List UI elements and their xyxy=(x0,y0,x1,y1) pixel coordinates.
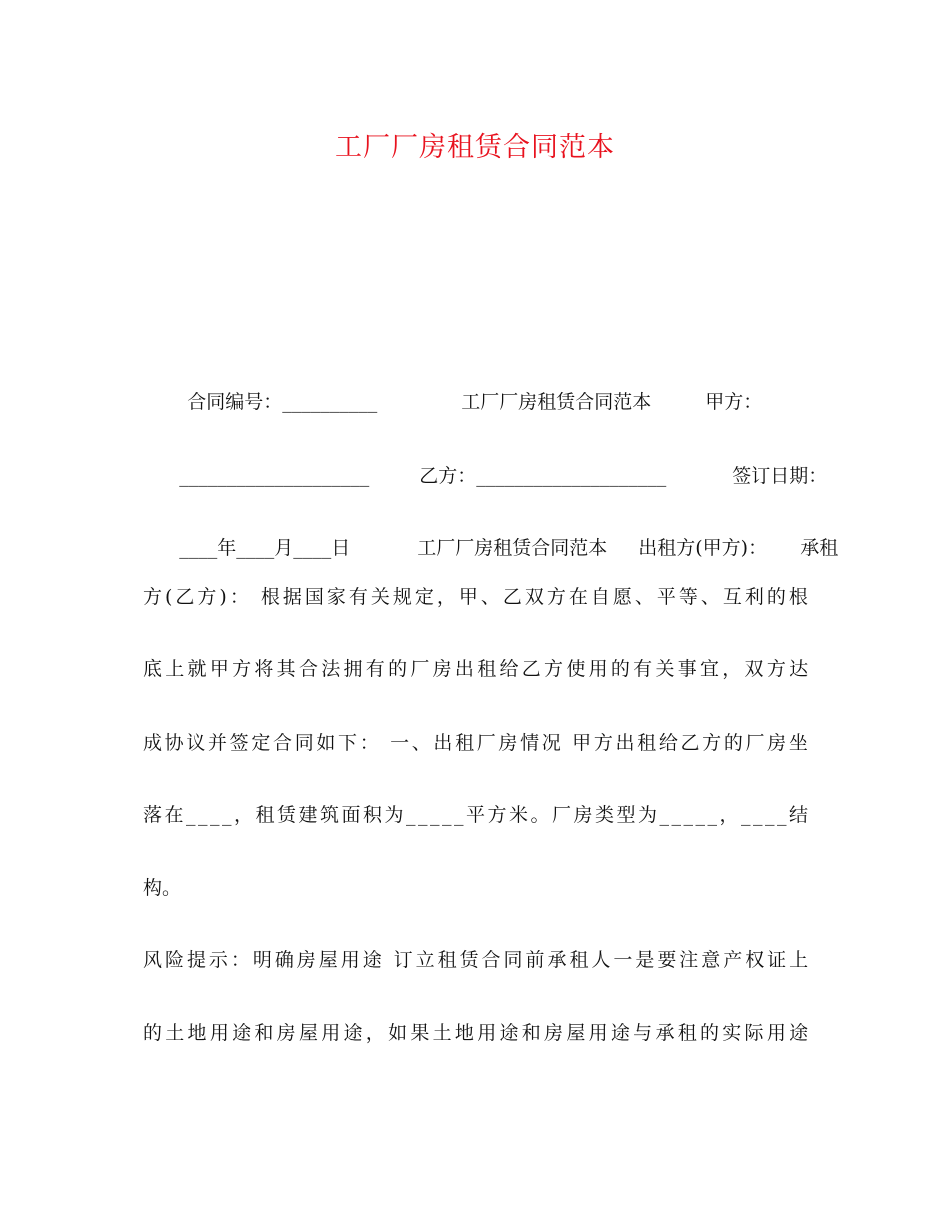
party-a-blank-wrap xyxy=(143,440,369,512)
lessor-label: 出租方(甲方)： xyxy=(638,537,768,559)
contract-header-line xyxy=(151,366,377,438)
lessor-wrap xyxy=(602,512,767,584)
lessee-start: 承租 xyxy=(800,537,839,559)
risk-notice-text: 风险提示：明确房屋用途 订立租赁合同前承租人一是要注意产权证上 xyxy=(143,949,812,971)
document-title: 工厂厂房租赁合同范本 xyxy=(335,132,615,163)
body-line-text: 构。 xyxy=(143,877,182,899)
body-line xyxy=(143,803,811,827)
repeat-title-2-wrap xyxy=(381,512,607,584)
body-line-text: 方(乙方)： 根据国家有关规定，甲、乙双方在自愿、平等、互利的根 xyxy=(143,586,811,608)
party-b-wrap xyxy=(383,440,666,512)
body-line-text: 落在____，租赁建筑面积为_____平方米。厂房类型为_____，____结 xyxy=(143,804,811,826)
party-b-label: 乙方： xyxy=(419,465,477,487)
body-line xyxy=(143,585,811,609)
sign-date-label: 签订日期： xyxy=(732,465,828,487)
body-line xyxy=(143,657,812,681)
party-a-blank: ____________________ xyxy=(179,465,370,487)
sign-date-wrap xyxy=(696,440,827,512)
body-line-text: 成协议并签定合同如下： 一、出租厂房情况 甲方出租给乙方的厂房坐 xyxy=(143,732,811,754)
lessee-start-wrap xyxy=(764,512,838,584)
repeat-title: 工厂厂房租赁合同范本 xyxy=(461,391,652,413)
body-line xyxy=(143,1021,812,1045)
party-b-blank: ____________________ xyxy=(476,465,667,487)
party-a-label: 甲方： xyxy=(705,391,763,413)
party-a-label-wrap xyxy=(669,366,762,438)
contract-no-blank: __________ xyxy=(282,391,378,413)
body-line xyxy=(143,731,811,755)
risk-notice-line xyxy=(143,948,812,972)
body-line-text: 的土地用途和房屋用途，如果土地用途和房屋用途与承租的实际用途 xyxy=(143,1022,812,1044)
body-line-text: 底上就甲方将其合法拥有的厂房出租给乙方使用的有关事宜，双方达 xyxy=(143,658,812,680)
date-wrap xyxy=(143,512,350,584)
sign-date-blank: ____年____月____日 xyxy=(179,537,351,559)
contract-header-title xyxy=(425,366,651,438)
body-line xyxy=(143,876,181,900)
contract-no-label: 合同编号： xyxy=(187,391,283,413)
repeat-title-2: 工厂厂房租赁合同范本 xyxy=(417,537,608,559)
